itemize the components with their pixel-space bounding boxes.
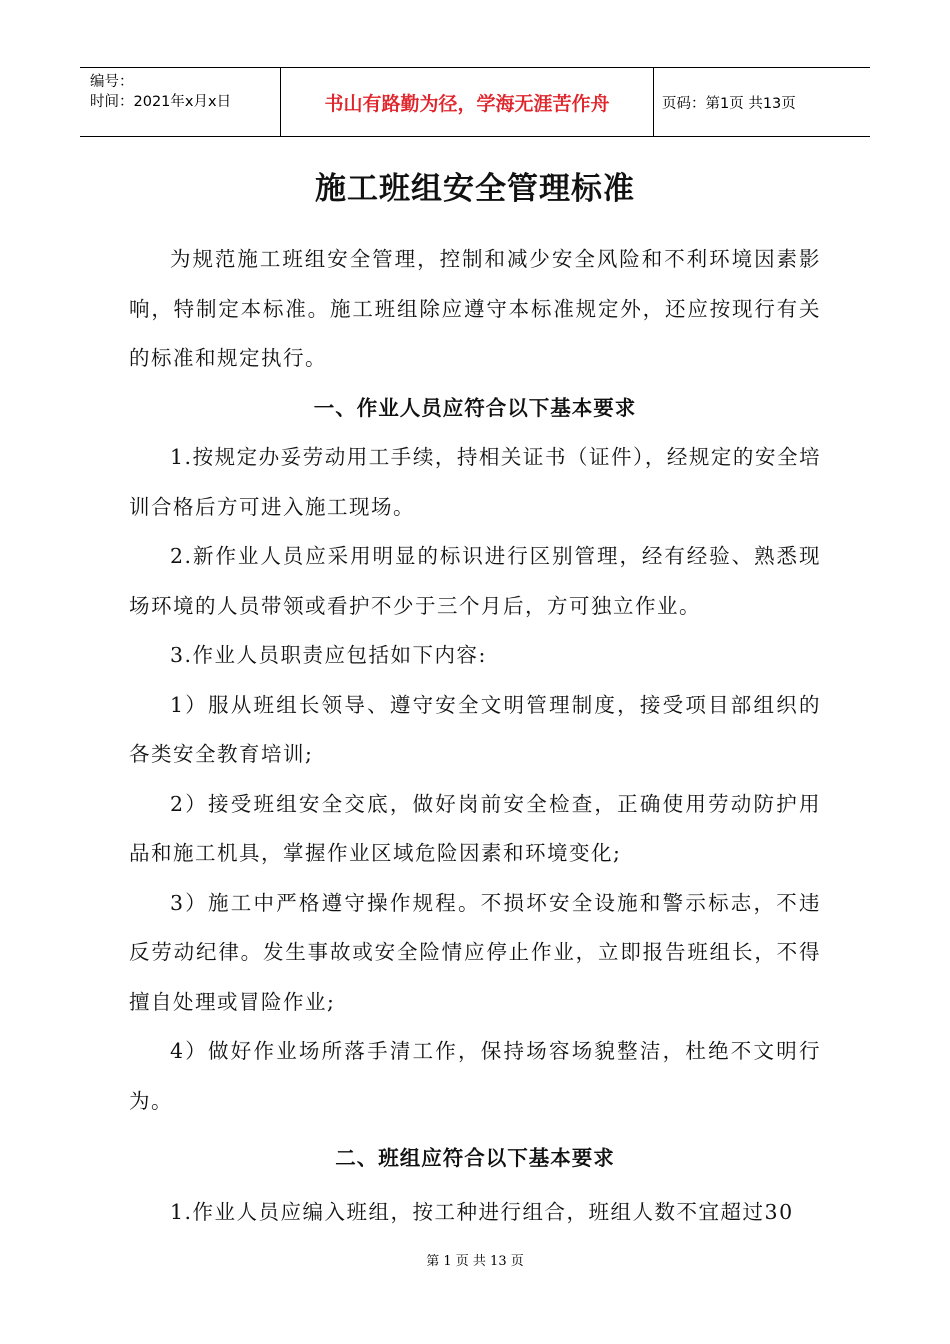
list-item: 1.按规定办妥劳动用工手续，持相关证书（证件），经规定的安全培训合格后方可进入施工现场。 — [129, 445, 821, 519]
list-item: 3.作业人员职责应包括如下内容: — [170, 643, 487, 667]
time-label: 时间：2021年x月x日 — [90, 94, 232, 110]
page-footer: 第 1 页 共 13 页 — [426, 1254, 524, 1269]
code-label: 编号： — [90, 74, 134, 90]
section-heading: 一、作业人员应符合以下基本要求 — [313, 395, 637, 420]
list-item: 2.新作业人员应采用明显的标识进行区别管理，经有经验、熟悉现场环境的人员带领或看护不少于三个月后，方可独立作业。 — [129, 544, 821, 618]
intro-paragraph: 为规范施工班组安全管理，控制和减少安全风险和不利环境因素影响，特制定本标准。施工班组除应遵守本标准规定外，还应按现行有关的标准和规定执行。 — [129, 247, 821, 370]
document-header — [80, 67, 870, 137]
header-page-info: 页码：第1页 共13页 — [662, 95, 796, 112]
list-item: 1.作业人员应编入班组，按工种进行组合，班组人数不宜超过30 — [170, 1199, 794, 1224]
document-body — [129, 235, 821, 1237]
list-item: 3）施工中严格遵守操作规程。不损坏安全设施和警示标志，不违反劳动纪律。发生事故或安全险情应停止作业，立即报告班组长，不得擅自处理或冒险作业; — [129, 890, 821, 1014]
header-meta — [90, 72, 280, 112]
list-item: 4）做好作业场所落手清工作，保持场容场貌整洁，杜绝不文明行为。 — [129, 1039, 821, 1113]
header-divider — [653, 68, 654, 136]
section-heading: 二、班组应符合以下基本要求 — [335, 1146, 615, 1170]
header-motto: 书山有路勤为径，学海无涯苦作舟 — [324, 92, 610, 115]
document-title: 施工班组安全管理标准 — [315, 171, 635, 207]
list-item: 2）接受班组安全交底，做好岗前安全检查，正确使用劳动防护用品和施工机具，掌握作业区域危险因素和环境变化; — [129, 791, 821, 865]
list-item: 1）服从班组长领导、遵守安全文明管理制度，接受项目部组织的各类安全教育培训; — [129, 692, 821, 766]
